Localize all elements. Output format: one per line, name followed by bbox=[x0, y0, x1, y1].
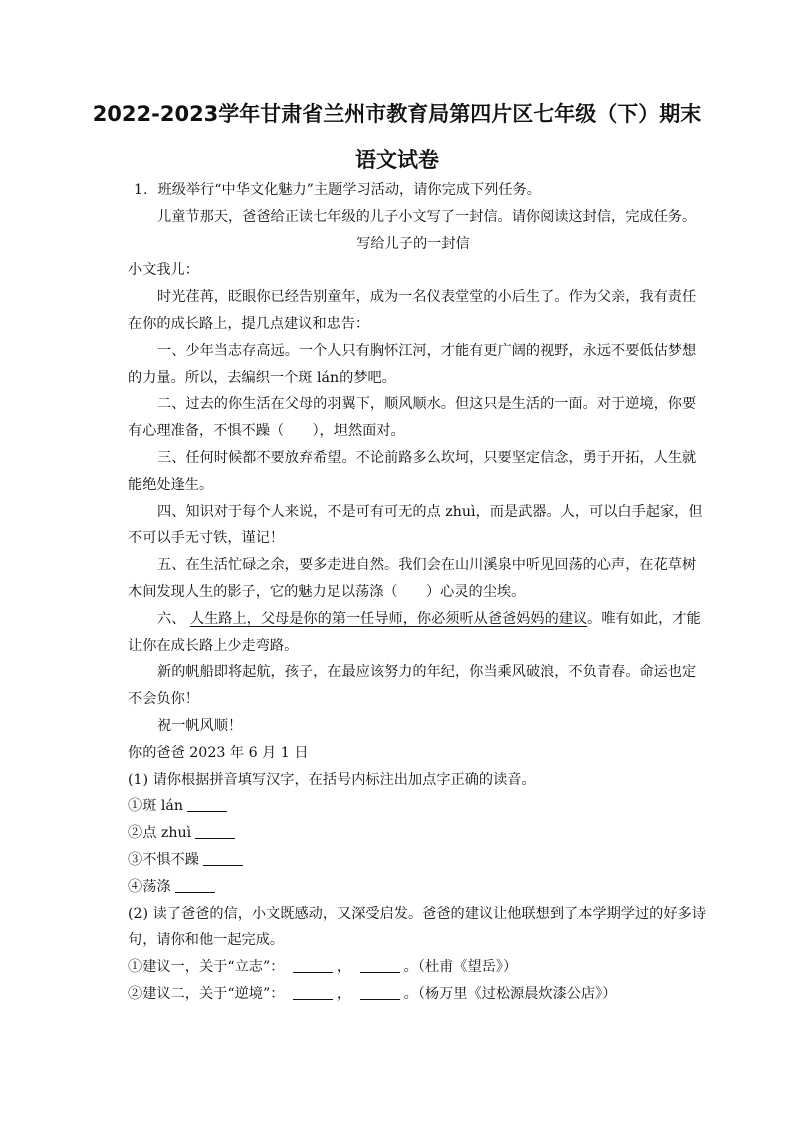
answer-blank-2[interactable] bbox=[195, 824, 235, 839]
letter-advice2-line1: 二、过去的你生活在父母的羽翼下，顺风顺水。但这只是生活的一面。对于逆境，你要 bbox=[157, 396, 697, 413]
letter-advice6-line2: 让你在成长路上少走弯路。 bbox=[128, 637, 299, 654]
sep-2: ， bbox=[336, 985, 352, 1002]
letter-advice4-line2: 不可以手无寸铁，谨记！ bbox=[128, 530, 285, 547]
end-2: 。 bbox=[403, 985, 418, 1002]
subquestion1-prompt: (1) 请你根据拼音填写汉字，在括号内标注出加点字正确的读音。 bbox=[128, 771, 536, 788]
advice6-prefix: 六、 bbox=[157, 610, 186, 627]
letter-paragraph-intro-line2: 在你的成长路上，提几点建议和忠告： bbox=[128, 315, 370, 332]
poem-blank-2a[interactable] bbox=[293, 985, 333, 1000]
letter-paragraph-intro-line1: 时光荏苒，眨眼你已经告别童年，成为一名仪表堂堂的小后生了。作为父亲，我有责任 bbox=[157, 289, 697, 306]
subquestion2-item2 bbox=[128, 981, 698, 1008]
letter-signature: 你的爸爸 2023 年 6 月 1 日 bbox=[128, 744, 309, 761]
letter-heading: 写给儿子的一封信 bbox=[356, 235, 470, 252]
exam-title-line1: 2022-2023学年甘肃省兰州市教育局第四片区七年级（下）期末 bbox=[92, 102, 702, 126]
letter-advice4-line1: 四、知识对于每个人来说，不是可有可无的点 zhuì，而是武器。人，可以白手起家，但 bbox=[157, 503, 703, 520]
letter-advice5-line2: 木间发现人生的影子，它的魅力足以荡涤（ ）心灵的尘埃。 bbox=[128, 583, 526, 600]
item2-label: ②点 zhuì bbox=[128, 825, 192, 842]
letter-advice3-line2: 能绝处逢生。 bbox=[128, 476, 214, 493]
answer-blank-4[interactable] bbox=[175, 878, 215, 893]
end-1: 。 bbox=[403, 959, 418, 976]
subquestion1-item1 bbox=[128, 793, 698, 820]
item1-label: ①斑 lán bbox=[128, 798, 184, 815]
answer-blank-1[interactable] bbox=[187, 797, 227, 812]
letter-advice3-line1: 三、任何时候都不要放弃希望。不论前路多么坎坷，只要坚定信念，勇于开拓，人生就 bbox=[157, 449, 697, 466]
letter-closing: 祝一帆风顺！ bbox=[157, 717, 243, 734]
sub2-item1-source: （杜甫《望岳》） bbox=[417, 959, 518, 976]
subquestion2-item1 bbox=[128, 954, 698, 981]
letter-conclusion-line2: 不会负你！ bbox=[128, 691, 199, 708]
advice6-rest: 。唯有如此，才能 bbox=[587, 610, 701, 627]
letter-advice2-line2: 有心理准备，不惧不躁（ ），坦然面对。 bbox=[128, 423, 405, 440]
advice6-underlined-sentence: 人生路上，父母是你的第一任导师，你必须听从爸爸妈妈的建议 bbox=[189, 610, 588, 627]
letter-salutation: 小文我儿： bbox=[128, 262, 199, 279]
subquestion2-prompt-line2: 句，请你和他一起完成。 bbox=[128, 932, 285, 949]
letter-advice5-line1: 五、在生活忙碌之余，要多走进自然。我们会在山川溪泉中听见回荡的心声，在花草树 bbox=[157, 557, 697, 574]
sub2-item2-source: （杨万里《过松源晨炊漆公店》） bbox=[417, 985, 617, 1002]
letter-advice1-line2: 的力量。所以，去编织一个斑 lán的梦吧。 bbox=[128, 369, 396, 386]
question-number: 1. bbox=[134, 182, 148, 198]
question-body bbox=[128, 177, 706, 1008]
subquestion2-prompt-line1: (2) 读了爸爸的信，小文既感动，又深受启发。爸爸的建议让他联想到了本学期学过的好多诗 bbox=[128, 905, 706, 922]
letter-conclusion-line1: 新的帆船即将起航，孩子，在最应该努力的年纪，你当乘风破浪，不负青春。命运也定 bbox=[157, 664, 697, 681]
sub2-item1-label: ①建议一，关于“立志”： bbox=[128, 959, 285, 976]
exam-title-line2: 语文试卷 bbox=[355, 148, 439, 172]
sep-1: ， bbox=[336, 959, 352, 976]
question-intro-text: 班级举行“中华文化魅力”主题学习活动，请你完成下列任务。 bbox=[157, 182, 541, 198]
subquestion1-item4 bbox=[128, 874, 698, 901]
poem-blank-1b[interactable] bbox=[360, 958, 400, 973]
sub2-item2-label: ②建议二，关于“逆境”： bbox=[128, 985, 285, 1002]
question-intro bbox=[128, 177, 698, 204]
letter-advice6-line1 bbox=[128, 606, 701, 633]
poem-blank-2b[interactable] bbox=[360, 985, 400, 1000]
item3-label: ③不惧不躁 bbox=[128, 851, 199, 868]
question-context: 儿童节那天，爸爸给正读七年级的儿子小文写了一封信。请你阅读这封信，完成任务。 bbox=[157, 208, 697, 225]
letter-advice1-line1: 一、少年当志存高远。一个人只有胸怀江河，才能有更广阔的视野，永远不要低估梦想 bbox=[157, 342, 697, 359]
subquestion1-item2 bbox=[128, 820, 698, 847]
subquestion1-item3 bbox=[128, 847, 698, 874]
answer-blank-3[interactable] bbox=[203, 851, 243, 866]
item4-label: ④荡涤 bbox=[128, 878, 171, 895]
poem-blank-1a[interactable] bbox=[293, 958, 333, 973]
